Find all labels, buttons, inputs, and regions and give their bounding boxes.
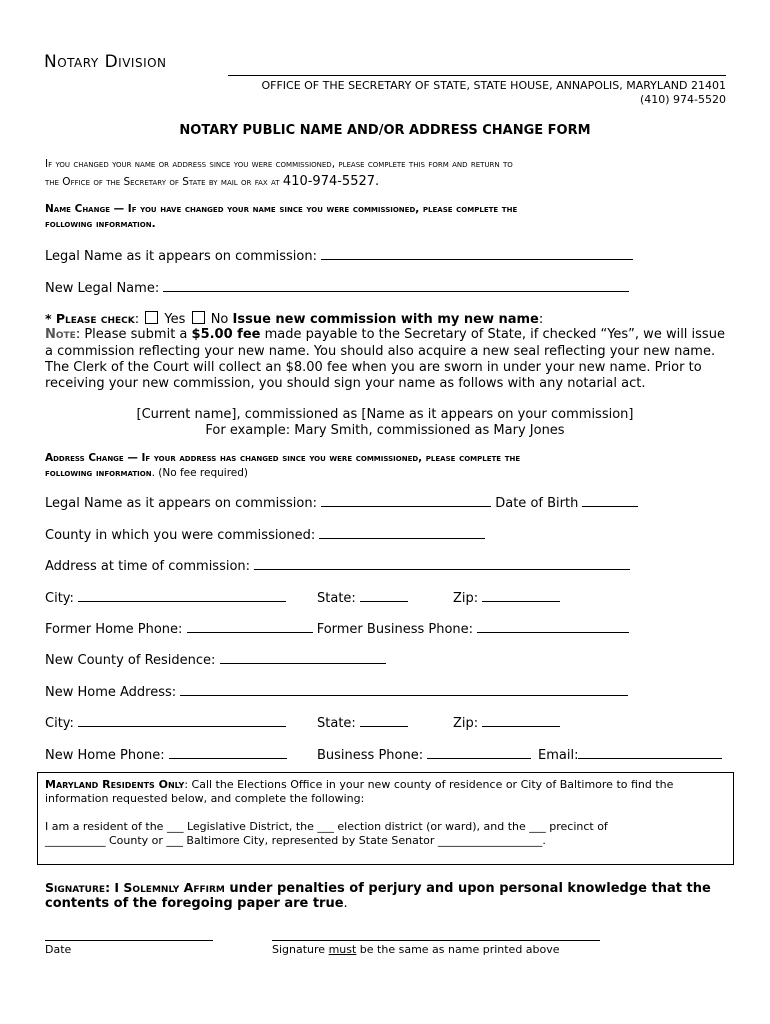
note-text-a: : Please submit a — [75, 327, 192, 342]
office-address: OFFICE OF THE SECRETARY OF STATE, STATE HOUSE, ANNAPOLIS, MARYLAND 21401 — [261, 79, 726, 92]
address-at-commission-label: Address at time of commission: — [45, 559, 251, 574]
legal-name-label: Legal Name as it appears on commission: — [45, 249, 317, 264]
city-label: City: — [45, 591, 74, 606]
state2-field[interactable] — [360, 715, 408, 727]
new-home-phone-label: New Home Phone: — [45, 748, 165, 763]
intro-line1: If you changed your name or address since you were commissioned, please complete this form and return to — [45, 158, 513, 170]
example-line1: [Current name], commissioned as [Name as it appears on your commission] — [136, 407, 634, 422]
new-legal-name-label: New Legal Name: — [45, 281, 160, 296]
signature-label-b: be the same as name printed above — [356, 943, 560, 956]
note-label: Note — [45, 327, 76, 342]
header-rule — [228, 75, 726, 76]
form-title: NOTARY PUBLIC NAME AND/OR ADDRESS CHANGE FORM — [179, 123, 591, 138]
new-home-address-field[interactable] — [180, 684, 628, 696]
address-change-heading-2: following information — [45, 467, 152, 479]
date-label: Date — [45, 943, 72, 956]
intro-line2: the Office of the Secretary of State by mail or fax at — [45, 176, 283, 188]
example-line2: For example: Mary Smith, commissioned as Mary Jones — [205, 423, 565, 438]
maryland-line1: : Call the Elections Office in your new county of residence or City of Baltimore to find the — [184, 778, 674, 791]
dob-label: Date of Birth — [495, 496, 579, 511]
zip2-field[interactable] — [482, 715, 560, 727]
note-fee: $5.00 fee — [191, 327, 261, 342]
signature-affirm-label: Signature: I Solemnly Affirm — [45, 880, 225, 895]
address-at-commission-field[interactable] — [254, 558, 630, 570]
address-change-heading: Address Change — If your address has changed since you were commissioned, please complete the — [45, 452, 521, 464]
signature-label-must: must — [328, 943, 357, 956]
former-home-phone-field[interactable] — [187, 621, 313, 633]
signature-label-a: Signature — [272, 943, 329, 956]
dob-field[interactable] — [582, 495, 638, 507]
new-county-field[interactable] — [220, 652, 386, 664]
affirm-text-2: contents of the foregoing paper are true — [45, 896, 344, 911]
yes-checkbox[interactable] — [145, 311, 158, 324]
maryland-line2: information requested below, and complete the following: — [45, 792, 365, 805]
city2-field[interactable] — [78, 715, 286, 727]
legal-name-field[interactable] — [321, 248, 633, 260]
county-commissioned-label: County in which you were commissioned: — [45, 528, 316, 543]
former-business-phone-field[interactable] — [477, 621, 629, 633]
issue-commission-text: Issue new commission with my new name — [232, 312, 539, 327]
division-title: Notary Division — [44, 52, 167, 72]
date-line[interactable] — [45, 940, 213, 941]
zip-label: Zip: — [453, 591, 479, 606]
business-phone-label: Business Phone: — [317, 748, 424, 763]
maryland-line3: I am a resident of the ___ Legislative District, the ___ election district (or ward), and the ___ precinct of — [45, 820, 608, 833]
note-line4: receiving your new commission, you should sign your name as follows with any notarial act. — [45, 376, 646, 391]
new-home-address-label: New Home Address: — [45, 685, 177, 700]
affirm-text-1: under penalties of perjury and upon personal knowledge that the — [224, 881, 711, 896]
state2-label: State: — [317, 716, 356, 731]
zip-field[interactable] — [482, 590, 560, 602]
note-line2: a commission reflecting your new name. You should also acquire a new seal reflecting your new name. — [45, 344, 716, 359]
note-text-b: made payable to the Secretary of State, if checked “Yes”, we will issue — [260, 327, 725, 342]
former-home-phone-label: Former Home Phone: — [45, 622, 183, 637]
ac-legal-name-field[interactable] — [321, 495, 491, 507]
state-label: State: — [317, 591, 356, 606]
county-commissioned-field[interactable] — [319, 527, 485, 539]
new-legal-name-field[interactable] — [163, 280, 629, 292]
name-change-heading: Name Change — If you have changed your name since you were commissioned, please complete the — [45, 203, 518, 215]
no-label: No — [210, 312, 229, 327]
note-line3: The Clerk of the Court will collect an $8.00 fee when you are sworn in under your new name. Prior to — [45, 360, 702, 375]
former-business-phone-label: Former Business Phone: — [316, 622, 474, 637]
please-check-label: * Please check — [45, 311, 135, 326]
signature-line[interactable] — [272, 940, 600, 941]
new-home-phone-field[interactable] — [169, 747, 287, 759]
business-phone-field[interactable] — [427, 747, 531, 759]
city-field[interactable] — [78, 590, 286, 602]
state-field[interactable] — [360, 590, 408, 602]
name-change-heading-2: following information — [45, 218, 152, 230]
zip2-label: Zip: — [453, 716, 479, 731]
yes-label: Yes — [164, 312, 186, 327]
no-checkbox[interactable] — [192, 311, 205, 324]
fax-number: 410-974-5527. — [282, 174, 380, 189]
ac-legal-name-label: Legal Name as it appears on commission: — [45, 496, 317, 511]
new-county-label: New County of Residence: — [45, 653, 216, 668]
maryland-heading: Maryland Residents Only — [45, 778, 185, 791]
email-field[interactable] — [578, 747, 722, 759]
no-fee-note: (No fee required) — [158, 467, 249, 479]
maryland-line4: ___________ County or ___ Baltimore City, represented by State Senator ___________________. — [45, 834, 546, 847]
email-label: Email: — [538, 748, 579, 763]
office-phone: (410) 974-5520 — [639, 93, 726, 106]
city2-label: City: — [45, 716, 74, 731]
